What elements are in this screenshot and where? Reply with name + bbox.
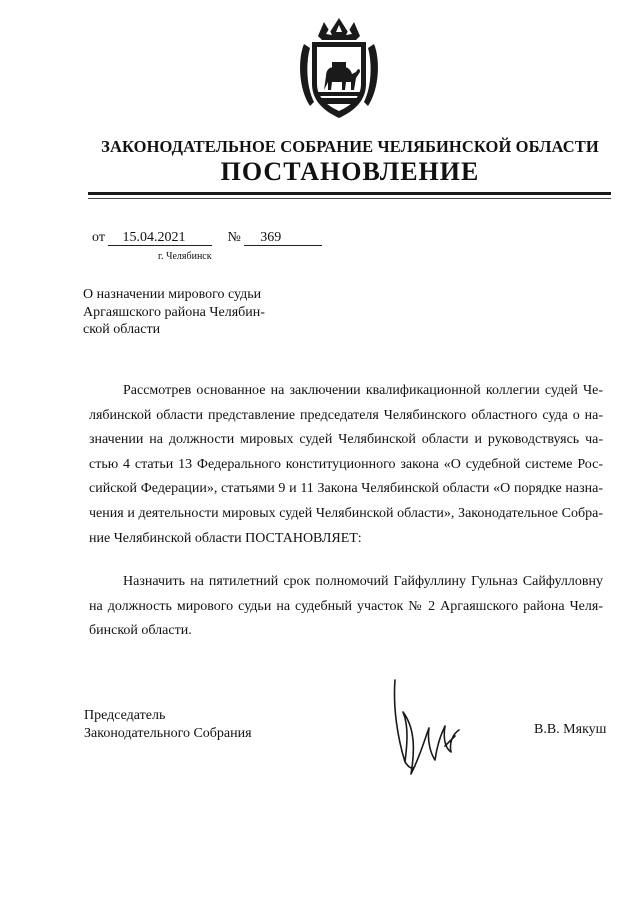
body-paragraph-1: [89, 379, 603, 551]
date-prefix: от: [92, 230, 105, 245]
subject-line: ской области: [83, 322, 161, 337]
paragraph-line: Рассмотрев основанное на заключении квалификационной коллегии судей Че-: [123, 383, 603, 398]
document-subject: [83, 286, 283, 339]
paragraph-line: на должность мирового судьи на судебный участок № 2 Аргаяшского района Челя-: [89, 598, 603, 614]
handwritten-signature: [385, 676, 467, 780]
signatory-title-line: Председатель: [84, 708, 166, 723]
paragraph-line: бинской области.: [89, 623, 192, 639]
subject-line: Аргаяшского района Челябин-: [83, 304, 265, 320]
organization-name: ЗАКОНОДАТЕЛЬНОЕ СОБРАНИЕ ЧЕЛЯБИНСКОЙ ОБЛАСТИ: [101, 137, 599, 156]
document-number: 369: [244, 231, 322, 246]
document-type-title: ПОСТАНОВЛЕНИЕ: [220, 157, 480, 186]
document-meta: [92, 230, 322, 246]
paragraph-line: значении на должности мировых судей Челябинской области и руководствуясь ча-: [89, 432, 603, 448]
paragraph-line: стью 4 статьи 13 Федерального конституционного закона «О судебной системе Рос-: [89, 456, 603, 472]
document-date: 15.04.2021: [108, 231, 212, 246]
paragraph-line: ние Челябинской области ПОСТАНОВЛЯЕТ:: [89, 530, 362, 546]
signatory-title-line: Законодательного Собрания: [84, 725, 252, 741]
subject-line: О назначении мирового судьи: [83, 287, 262, 302]
document-city: г. Челябинск: [158, 251, 212, 262]
paragraph-line: сийской Федерации», статьями 9 и 11 Закона Челябинской области «О порядке назна-: [89, 481, 603, 497]
header-divider-thin: [88, 198, 611, 199]
body-paragraph-2: [89, 570, 603, 644]
paragraph-line: лябинской области представление председателя Челябинского областного суда о на-: [89, 407, 603, 423]
signatory-title: [84, 707, 252, 742]
coat-of-arms-icon: [296, 18, 382, 122]
number-prefix: №: [227, 230, 241, 245]
paragraph-line: Назначить на пятилетний срок полномочий Гайфуллину Гульназ Сайфулловну: [123, 574, 603, 589]
signer-name: В.В. Мякуш: [534, 722, 607, 737]
paragraph-line: чения и деятельности мировых судей Челябинской области», Законодательное Собра-: [89, 505, 603, 521]
header-divider-thick: [88, 192, 611, 195]
